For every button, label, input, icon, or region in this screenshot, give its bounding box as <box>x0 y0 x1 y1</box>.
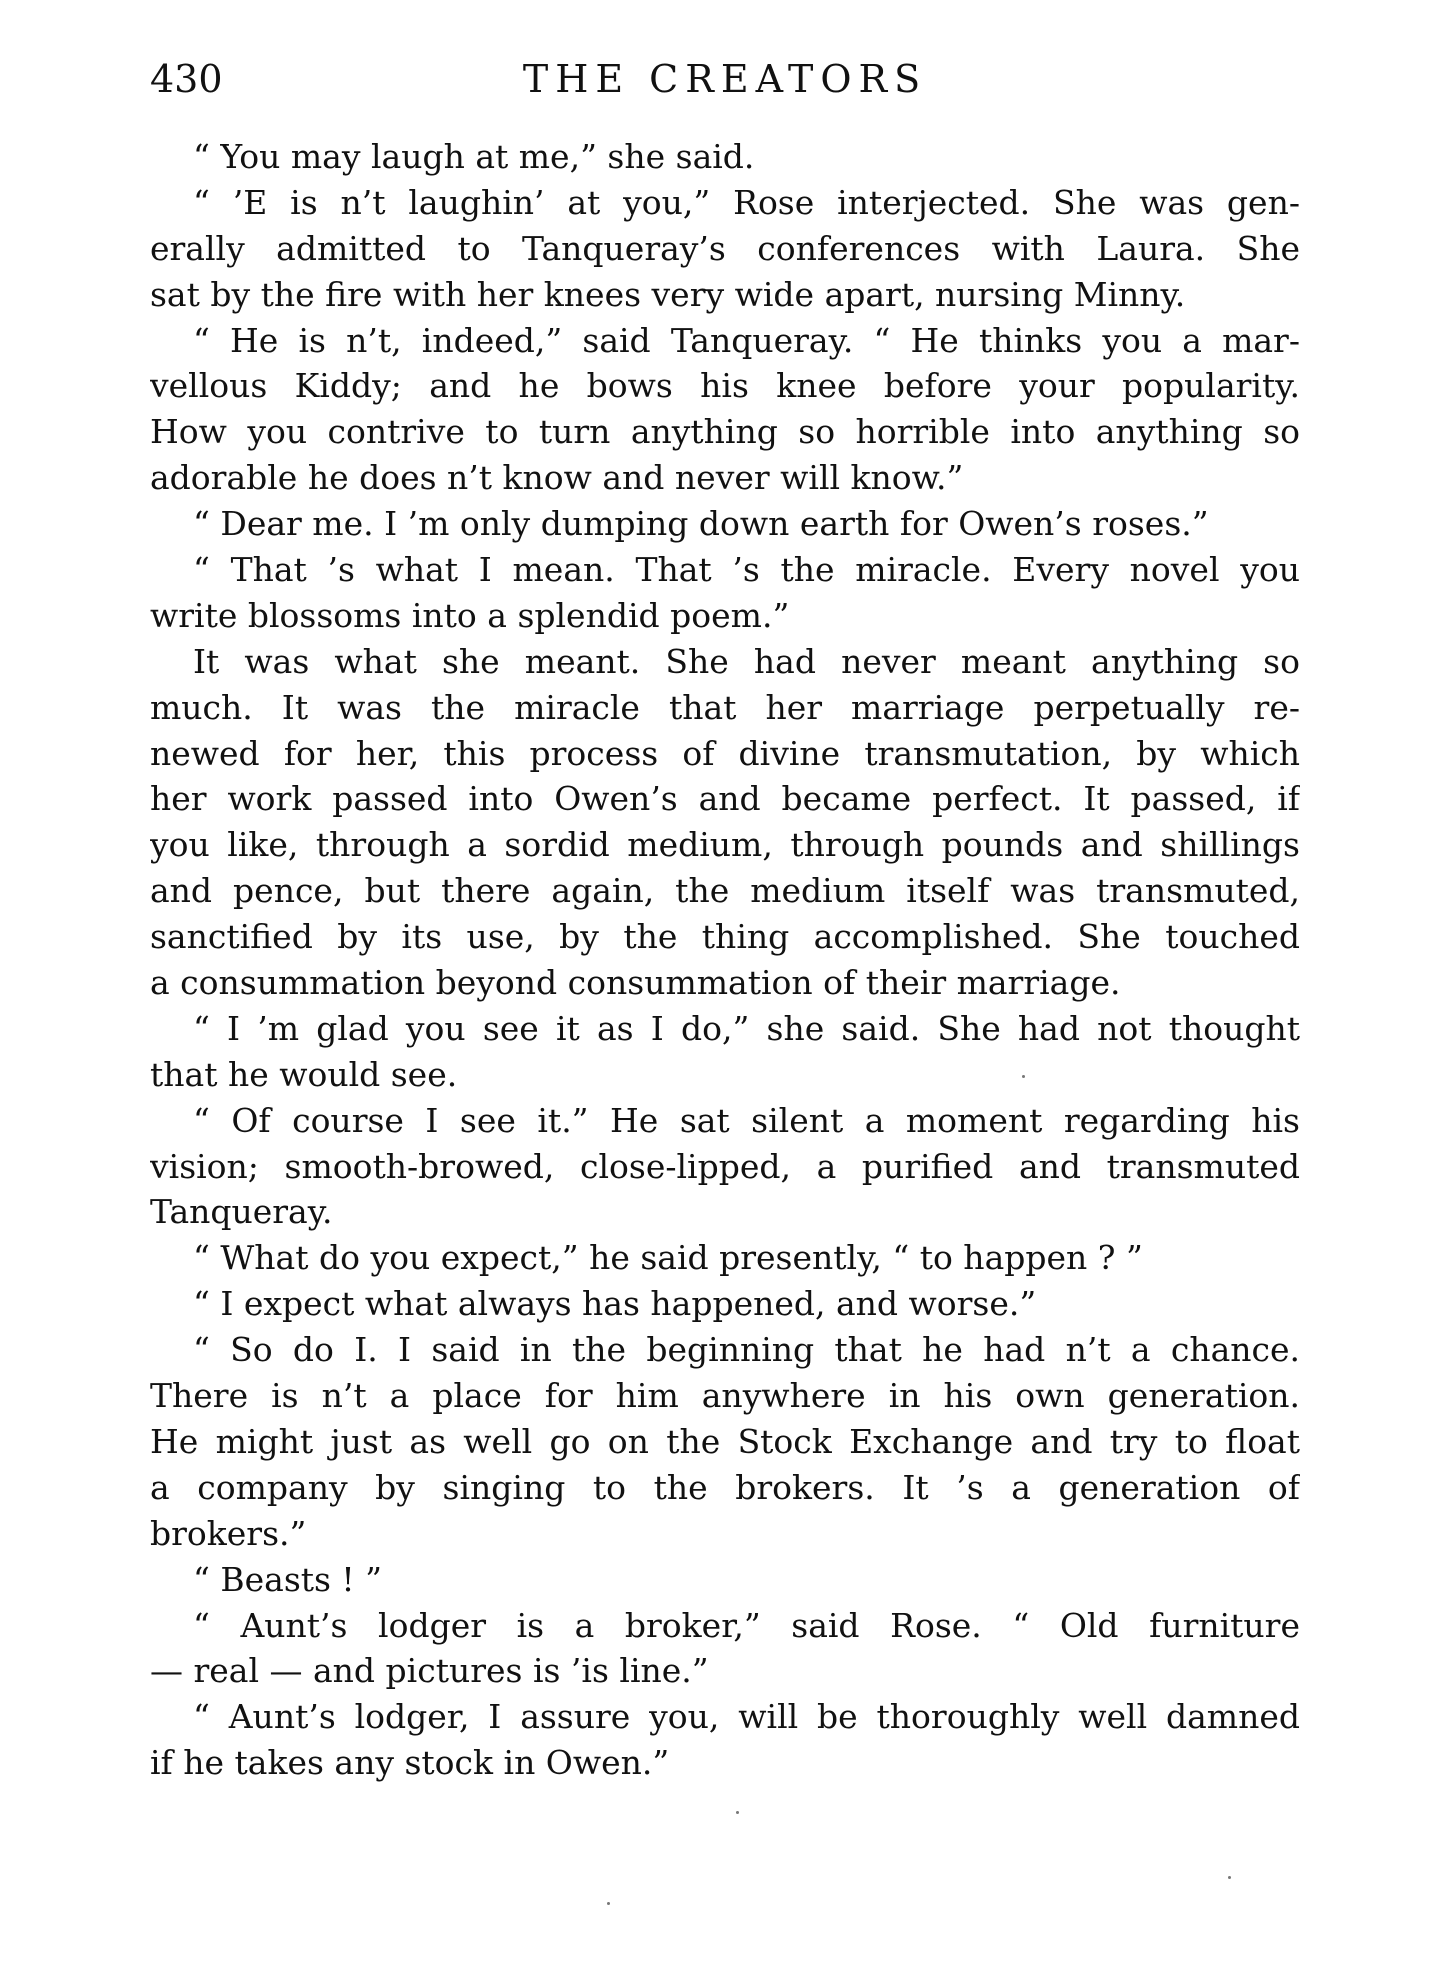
text-line: a company by singing to the brokers. It ’s a generation of <box>150 1467 1300 1507</box>
text-line: “ Aunt’s lodger, I assure you, will be thoroughly well damned <box>193 1697 1300 1737</box>
text-line: “ He is n’t, indeed,” said Tanqueray. “ He thinks you a mar- <box>193 320 1300 360</box>
paper-speck <box>1228 1876 1231 1879</box>
paper-speck <box>1022 1075 1025 1078</box>
text-line: There is n’t a place for him anywhere in his own generation. <box>150 1376 1300 1416</box>
text-line: — real — and pictures is ’is line.” <box>150 1651 709 1691</box>
text-line: vision; smooth-browed, close-lipped, a purified and transmuted <box>150 1146 1300 1186</box>
text-line: “ So do I. I said in the beginning that he had n’t a chance. <box>193 1330 1300 1370</box>
text-line: you like, through a sordid medium, through pounds and shillings <box>150 825 1300 865</box>
text-line: It was what she meant. She had never meant anything so <box>193 641 1300 681</box>
text-line: “ You may laugh at me,” she said. <box>193 137 755 176</box>
text-line: sanctified by its use, by the thing accomplished. She touched <box>150 917 1300 957</box>
text-line: “ Aunt’s lodger is a broker,” said Rose. “ Old furniture <box>193 1605 1300 1645</box>
body-text <box>150 134 1300 1786</box>
text-line: her work passed into Owen’s and became perfect. It passed, if <box>150 779 1300 819</box>
text-line: newed for her, this process of divine transmutation, by which <box>150 733 1300 773</box>
text-line: a consummation beyond consummation of their marriage. <box>150 963 1121 1003</box>
text-line: He might just as well go on the Stock Exchange and try to float <box>150 1421 1300 1461</box>
text-line: “ Beasts ! ” <box>193 1559 383 1599</box>
text-line: vellous Kiddy; and he bows his knee before your popularity. <box>150 366 1300 406</box>
text-line: much. It was the miracle that her marriage perpetually re- <box>150 687 1300 727</box>
page-header <box>150 54 1300 104</box>
text-line: sat by the fire with her knees very wide apart, nursing Minny. <box>150 274 1186 314</box>
text-line: and pence, but there again, the medium itself was transmuted, <box>150 871 1300 911</box>
text-line: erally admitted to Tanqueray’s conferences with Laura. She <box>150 228 1300 268</box>
text-line: “ I ’m glad you see it as I do,” she said. She had not thought <box>193 1008 1300 1048</box>
paper-speck <box>736 1811 739 1814</box>
text-line: “ ’E is n’t laughin’ at you,” Rose interjected. She was gen- <box>193 182 1300 222</box>
text-line: if he takes any stock in Owen.” <box>150 1743 670 1783</box>
text-line: that he would see. <box>150 1054 458 1094</box>
text-line: “ Of course I see it.” He sat silent a moment regarding his <box>193 1100 1300 1140</box>
text-line: “ I expect what always has happened, and worse.” <box>193 1284 1037 1324</box>
text-line: adorable he does n’t know and never will know.” <box>150 458 964 498</box>
text-line: “ Dear me. I ’m only dumping down earth for Owen’s roses.” <box>193 504 1209 544</box>
text-line: “ What do you expect,” he said presently, “ to happen ? ” <box>193 1238 1143 1278</box>
paper-speck <box>607 1902 610 1905</box>
text-line: Tanqueray. <box>150 1192 333 1232</box>
text-line: brokers.” <box>150 1513 307 1553</box>
page-number: 430 <box>150 57 223 101</box>
text-line: “ That ’s what I mean. That ’s the miracle. Every novel you <box>193 550 1300 590</box>
running-title: THE CREATORS <box>522 57 928 101</box>
text-line: How you contrive to turn anything so horrible into anything so <box>150 412 1300 452</box>
text-line: write blossoms into a splendid poem.” <box>150 595 790 635</box>
